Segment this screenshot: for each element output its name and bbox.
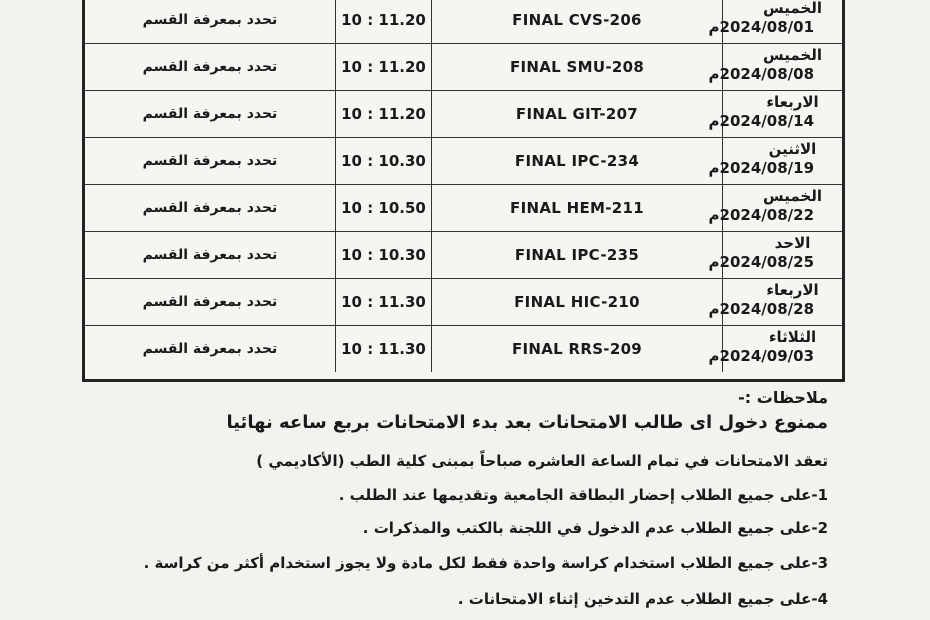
entry-ban-note: ممنوع دخول اى طالب الامتحانات بعد بدء الامتحانات بربع ساعه نهائيا: [226, 412, 828, 433]
table-row: [85, 44, 842, 91]
day-name: الخميس: [763, 46, 822, 64]
rule-item: 2-على جميع الطلاب عدم الدخول في اللجنة بالكتب والمذكرات .: [362, 519, 828, 537]
time-cell: 10 : 11.20: [336, 91, 432, 138]
subject-cell: FINAL HIC-210: [432, 279, 723, 326]
location-cell: تحدد بمعرفة القسم: [85, 326, 336, 373]
day-name: الخميس: [763, 187, 822, 205]
subject-cell: FINAL HEM-211: [432, 185, 723, 232]
subject-cell: FINAL RRS-209: [432, 326, 723, 373]
table-row: [85, 279, 842, 326]
exam-date: 2024/08/22م: [708, 206, 814, 224]
date-cell: [708, 0, 843, 44]
time-cell: 10 : 11.30: [336, 326, 432, 373]
location-cell: تحدد بمعرفة القسم: [85, 91, 336, 138]
day-name: الاثنين: [768, 140, 817, 158]
location-cell: تحدد بمعرفة القسم: [85, 279, 336, 326]
exam-date: 2024/09/03م: [708, 347, 814, 365]
exam-venue-note: تعقد الامتحانات في تمام الساعة العاشره صباحاً بمبنى كلية الطب (الأكاديمي ): [256, 452, 828, 470]
rule-item: 1-على جميع الطلاب إحضار البطاقة الجامعية وتقديمها عند الطلب .: [338, 486, 828, 504]
day-name: الاحد: [774, 234, 811, 252]
table-row: [85, 232, 842, 279]
notes-title: ملاحظات :-: [738, 388, 828, 407]
rule-item: 4-على جميع الطلاب عدم التدخين إثناء الامتحانات .: [457, 590, 828, 608]
time-cell: 10 : 11.20: [336, 0, 432, 44]
table-row: [85, 138, 842, 185]
time-cell: 10 : 10.30: [336, 232, 432, 279]
date-cell: [708, 279, 843, 326]
rule-item: 3-على جميع الطلاب استخدام كراسة واحدة فقط لكل مادة ولا يجوز استخدام أكثر من كراسة .: [143, 554, 828, 572]
day-name: الثلاثاء: [768, 328, 817, 346]
location-cell: تحدد بمعرفة القسم: [85, 0, 336, 44]
date-cell: [708, 326, 843, 373]
location-cell: تحدد بمعرفة القسم: [85, 185, 336, 232]
exam-date: 2024/08/25م: [708, 253, 814, 271]
exam-date: 2024/08/19م: [708, 159, 814, 177]
exam-schedule-table: [82, 0, 845, 382]
table-row: [85, 0, 842, 44]
date-cell: [708, 91, 843, 138]
location-cell: تحدد بمعرفة القسم: [85, 44, 336, 91]
date-cell: [708, 232, 843, 279]
table-row: [85, 185, 842, 232]
day-name: الخميس: [763, 0, 822, 17]
exam-date: 2024/08/08م: [708, 65, 814, 83]
schedule-grid: [85, 0, 842, 372]
exam-date: 2024/08/28م: [708, 300, 814, 318]
time-cell: 10 : 11.20: [336, 44, 432, 91]
time-cell: 10 : 10.30: [336, 138, 432, 185]
subject-cell: FINAL IPC-235: [432, 232, 723, 279]
exam-date: 2024/08/01م: [708, 18, 814, 36]
date-cell: [708, 44, 843, 91]
location-cell: تحدد بمعرفة القسم: [85, 232, 336, 279]
subject-cell: FINAL SMU-208: [432, 44, 723, 91]
subject-cell: FINAL CVS-206: [432, 0, 723, 44]
time-cell: 10 : 10.50: [336, 185, 432, 232]
table-row: [85, 91, 842, 138]
day-name: الاربعاء: [766, 93, 819, 111]
date-cell: [708, 185, 843, 232]
exam-date: 2024/08/14م: [708, 112, 814, 130]
location-cell: تحدد بمعرفة القسم: [85, 138, 336, 185]
subject-cell: FINAL IPC-234: [432, 138, 723, 185]
time-cell: 10 : 11.30: [336, 279, 432, 326]
table-row: [85, 326, 842, 373]
subject-cell: FINAL GIT-207: [432, 91, 723, 138]
day-name: الاربعاء: [766, 281, 819, 299]
date-cell: [708, 138, 843, 185]
